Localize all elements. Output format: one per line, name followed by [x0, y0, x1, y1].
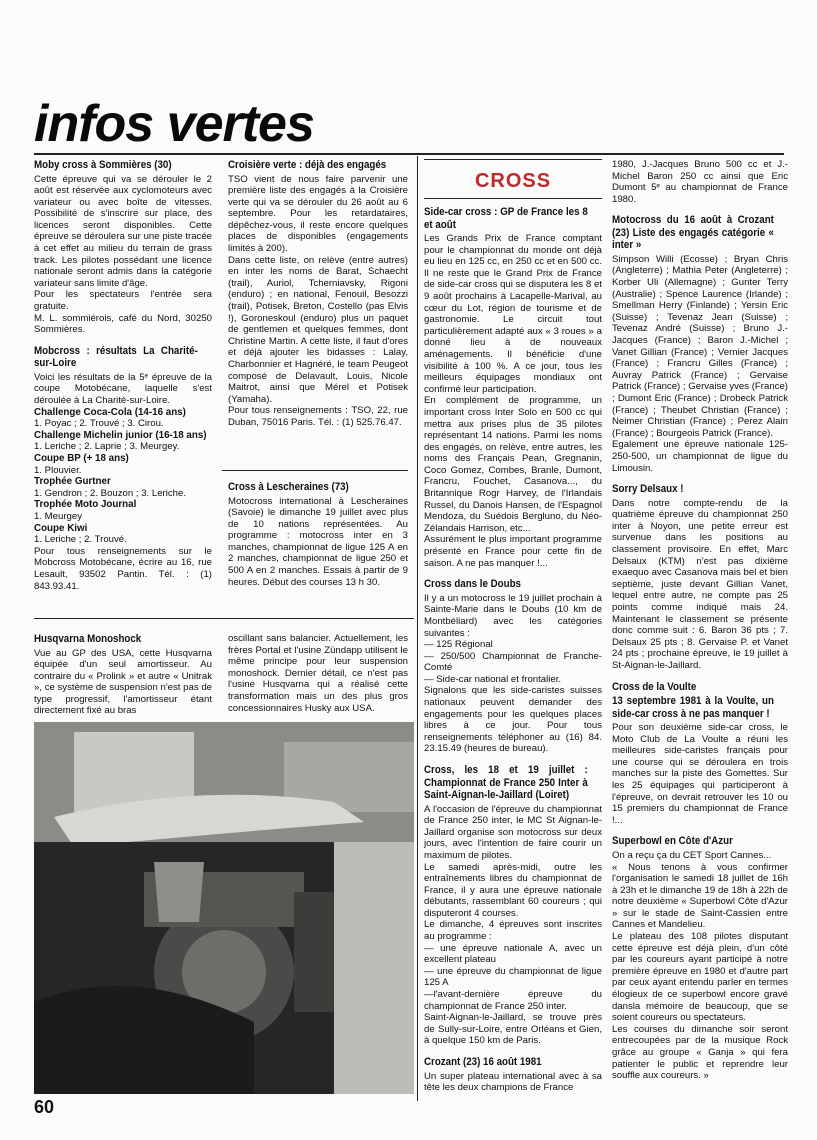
article-heading: Motocross du 16 août à Crozant (23) Liste des engagés catégorie « inter »: [612, 214, 774, 252]
category-heading: Challenge Coca-Cola (14-16 ans): [34, 406, 186, 418]
column-divider: [417, 156, 418, 1101]
article-text: Simpson Willi (Ecosse) ; Bryan Chris (Angleterre) ; Mathia Peter (Angleterre) ; Korber Uli (Allemagne) ; Gunter Terry (Australie) ; Spence Laurence (Irlande) ; Smellman Herry (Finlande) ; Yersin Eric (Suisse) ; Tevenaz Jean (Suisse) ; Tevenaz André (Suisse) ; Bruno J.-Jacques (France) ; Baron J.-Michel ; Vanet Gillian (France) ; Vernier Jacques (France) ; Francru Gilles (France) ; Auvray Patrick (France) ; Gervaise Patrick (France) ; Gervaise yves (France) ; Dumont Eric (France) ; Drobeck Patrick (France) ; Theubet Christian (France) ; Neimer Christian (France) ; Perez Alain (France) ; Bourgeois Patrick (France).: [612, 253, 788, 439]
article-heading: Husqvarna Monoshock: [34, 633, 142, 645]
list-item: — une épreuve nationale A, avec un excellent plateau: [424, 942, 602, 966]
cross-section-label: CROSS: [474, 170, 552, 192]
article-heading: Moby cross à Sommières (30): [34, 159, 172, 171]
article-text: Vue au GP des USA, cette Husqvarna équipée d'un seul amortisseur. Au contraire du « Prolink » et autre « Unitrak », ce système de suspension n'est pas de type progressif, l'amortisseur étant directement fixé au bras: [34, 647, 212, 717]
article-heading: Superbowl en Côte d'Azur: [612, 835, 733, 848]
section-rule: [34, 618, 414, 619]
article-text: Cette épreuve qui va se dérouler le 2 août est réservée aux cyclomoteurs avec variateur ou avec boîte de vitesses. Possibilité de s'inscrire sur place, des licences seront disponibles. Cette épreuve se déroulera sur une piste tracée à cet effet au milieu du terrain de grass track. Les pilotes possédant une licence nationale seront admis dans la catégorie variateur sans limite d'âge.: [34, 173, 212, 289]
article-heading: Cross de la Voulte: [612, 680, 697, 693]
article-text: « Nous tenons à vous confirmer l'organisation le samedi 18 juillet de 16h à 23h et le dimanche 19 de 18h à 22h de notre deuxième « Superbowl Côte d'Azur » sur le stade de Saint-Cassien entre Cannes et Mandelieu.: [612, 861, 788, 931]
list-item: — 125 Régional: [424, 639, 493, 651]
cross-bottom-rule: [424, 198, 602, 199]
column-1: [34, 159, 212, 592]
article-heading: Cross, les 18 et 19 juillet : Championnat de France 250 Inter à Saint-Aignan-le-Jaillard (Loiret): [424, 764, 588, 802]
category-heading: Coupe BP (+ 18 ans): [34, 452, 129, 464]
cross-top-rule: [424, 159, 602, 160]
article-heading: Cross dans le Doubs: [424, 578, 521, 591]
title-rule: [34, 153, 784, 155]
list-item: — Side-car national et frontalier.: [424, 673, 562, 685]
article-text: M. L. sommiérois, café du Nord, 30250 Sommières.: [34, 312, 212, 336]
article-text: Les Grands Prix de France comptant pour le championnat du monde ont déjà eu lieu en 125 cc, en 250 cc et en 500 cc. Il ne reste que le Grand Prix de France de side-car cross qui se disputera les 8 et 9 août prochains à Lacapelle-Marival, au cœur du Lot, région de tourisme et de gastronomie. Le circuit tout particulièrement adapté aux « 3 roues » a donné lieu à de nouveaux aménagements. Il bénéficie d'une visibilité à 100 %. A ce jour, tous les meilleurs équipages mondiaux ont confirmé leur participation.: [424, 233, 602, 395]
article-text: Voici les résultats de la 5ᵉ épreuve de la coupe Motobécane, laquelle s'est déroulée à La Charité-sur-Loire.: [34, 371, 212, 406]
results-line: 1. Meurgey: [34, 510, 82, 522]
article-text: A l'occasion de l'épreuve du championnat de France 250 inter, le MC St Aignan-le-Jaillard organise son motocross sur deux jours, avec l'intention de faire courir un maximum de pilotes.: [424, 803, 602, 861]
category-heading: Challenge Michelin junior (16-18 ans): [34, 429, 207, 441]
article-text: oscillant sans balancier. Actuellement, les frères Portal et l'usine Zündapp utilisent le même principe pour leur suspension monoshock. Dernier détail, ce n'est pas l'usine Husqvarna qui a réalisé cette transformation mais un des plus gros concessionnaires Husky aux USA.: [228, 633, 408, 714]
results-line: 1. Poyac ; 2. Trouvé ; 3. Cirou.: [34, 418, 164, 430]
article-text: Motocross international à Lescheraines (Savoie) le dimanche 19 juillet avec plus de 10 nations représentées. Au programme : motocross inter en 3 manches, championnat de ligue 125 A en 2 manches, championnat de ligue 250 et 500 A en 2 manches. Essais à partir de 9 heures. Début des courses 13 h 30.: [228, 495, 408, 588]
article-text: Dans cette liste, on relève (entre autres) en inter les noms de Barat, Schaecht (trail), Auriol, Tcherniavsky, Rigoni (enduro) ; en national, Fenouil, Besozzi (trail), Potisek, Breton, Costello (pas Elvis !), Goroneskoul (enduro) plus un paquet de gentlemen et quelques femmes, dont Christine Martin. A cette liste, il faut d'ores et déjà ajouter les bidasses : Lalay, Charbonnier et Hagnéré, le team Peugeot composé de Delavault, Louis, Nicole Maitrot, ainsi que Mérel et Potisek (Yamaha).: [228, 254, 408, 405]
article-heading: Croisière verte : déjà des engagés: [228, 159, 387, 171]
section-rule: [222, 470, 408, 471]
article-text: Pour tous renseignements sur le Mobcross Motobécane, écrire au 16, rue Lesault, 93502 Pantin. Tél. : (1) 843.93.41.: [34, 545, 212, 592]
article-text: En complément de programme, un important cross Inter Solo en 500 cc qui mettra aux prises plus de 35 pilotes représentant 14 nations. Parmi les noms des engagés, on relève, entre autres, les noms des Français Pean, Gregnanin, Coco Gomez, Combes, Branle, Dumont, Francru, Fouchet, Casanova..., du Britannique Rogr Harvey, de l'Irlandais Russel, du Danois Hansen, de l'Espagnol Mendoza, du Suédois Bergluno, du Néo-Zélandais Harrison, etc...: [424, 395, 602, 534]
category-heading: Trophée Moto Journal: [34, 499, 137, 511]
results-line: 1. Leriche ; 2. Laprie ; 3. Meurgey.: [34, 441, 180, 453]
column-2: [228, 159, 408, 429]
article-text: On a reçu ça du CET Sport Cannes...: [612, 849, 772, 861]
article-text: TSO vient de nous faire parvenir une première liste des engagés à la Croisière verte qui va se dérouler du 26 août au 6 septembre. Pour les retardataires, dépêchez-vous, il reste encore quelques places de disponibles (engagements limités à 200).: [228, 173, 408, 255]
page-title: infos vertes: [34, 95, 314, 153]
article-text: Pour tous renseignements : TSO, 22, rue Duban, 75016 Paris. Tél. : (1) 525.76.47.: [228, 405, 408, 428]
husqvarna-continued: [228, 633, 408, 714]
article-heading: Crozant (23) 16 août 1981: [424, 1056, 542, 1068]
results-line: 1. Leriche ; 2. Trouvé.: [34, 534, 127, 546]
article-text: Dans notre compte-rendu de la quatrième épreuve du championnat 250 inter à Noyon, une petite erreur est survenue dans les positions au classement provisoire. En effet, Marc Delsaux (KTM) n'est pas dixième exaequo avec Casanova mais bel et bien septième, juste devant Gillian Vanet, lequel entre autre, ne compte pas 25 points comme indiqué mais 24. Maintenant le classement se présente donc comme suit : 6. Baron 36 pts ; 7. Delsaux 25 pts ; 8. Gervaise P. et Vanet 24 pts ; prochaine épreuve, le 19 juillet à St-Aignan-le-Jaillard.: [612, 497, 788, 671]
article-text: Un super plateau international avec à sa tête les deux champions de France: [424, 1070, 602, 1094]
article-text: Le plateau des 108 pilotes disputant cette épreuve est déjà plein, d'un côté par les coureurs ayant participé à notre première épreuve en 1980 et d'autre part par ceux ayant entendu parler en termes élogieux de ce superbowl encore gravé dansla mémoire de beaucoup, que se soient coureurs ou spectateurs.: [612, 931, 788, 1024]
article-text: Egalement une épreuve nationale 125-250-500, un championnat de ligue du Limousin.: [612, 439, 788, 474]
list-item: — une épreuve du championnat de ligue 125 A: [424, 965, 602, 989]
article-text: Pour les spectateurs l'entrée sera gratuite.: [34, 289, 212, 313]
article-text: 1980, J.-Jacques Bruno 500 cc et J.-Michel Baron 250 cc ainsi que Eric Dumont 5ᵉ au championnat de France 1980.: [612, 159, 788, 205]
article-heading: Mobcross : résultats La Charité-sur-Loire: [34, 344, 198, 370]
husqvarna-article: [34, 633, 212, 717]
column-4: [612, 159, 788, 1082]
category-heading: Trophée Gurtner: [34, 476, 111, 488]
article-heading: Cross à Lescheraines (73): [228, 481, 349, 493]
article-subheading: 13 septembre 1981 à la Voulte, un side-car cross à ne pas manquer !: [612, 695, 774, 720]
article-text: Pour son deuxième side-car cross, le Moto Club de La Voulte a réuni les meilleures side-caristes français pour une course qui se déroulera en trois manches sur la piste des Gomettes. Sur les 25 équipages qui participeront à l'épreuve, on devrait retrouver les 10 ou 15 premiers du championnat de France !...: [612, 722, 788, 826]
article-text: Saint-Aignan-le-Jaillard, se trouve près de Sully-sur-Loire, entre Orléans et Gien, à quelque 150 km de Paris.: [424, 1012, 602, 1047]
column-3: [424, 206, 602, 1094]
motorcycle-photo: [34, 722, 414, 1094]
article-text: Signalons que les side-caristes suisses nationaux peuvent demander des engagements pour les quelques places libres à ce jour. Pour tous renseignements téléphoner au (16) 84. 23.15.49 (heures de bureau).: [424, 685, 602, 755]
article-text: Il y a un motocross le 19 juillet prochain à Sainte-Marie dans le Doubs (10 km de Montbéliard) avec les catégories suivantes :: [424, 592, 602, 639]
results-line: 1. Gendron ; 2. Bouzon ; 3. Leriche.: [34, 487, 186, 499]
list-item: — 250/500 Championnat de Franche-Comté: [424, 650, 602, 674]
article-heading: Sorry Delsaux !: [612, 483, 684, 496]
article-text: Le dimanche, 4 épreuves sont inscrites au programme :: [424, 919, 602, 943]
results-line: 1. Plouvier.: [34, 464, 82, 476]
article-heading: Side-car cross : GP de France les 8 et août: [424, 206, 588, 231]
article-text: Le samedi après-midi, outre les entraînements libres du championnat de France, il y aura une épreuve nationale débutants, rassemblant 60 coureurs ; qui disputeront 4 courses.: [424, 861, 602, 919]
lescheraines-article: [228, 481, 408, 588]
category-heading: Coupe Kiwi: [34, 522, 88, 534]
list-item: —l'avant-dernière épreuve du championnat de France 250 inter.: [424, 989, 602, 1012]
article-text: Les courses du dimanche soir seront entrecoupées par de la musique Rock grâce au groupe « Ganja » qui fera patienter le public et reprendre leur souffle aux coureurs. »: [612, 1023, 788, 1082]
article-text: Assurément le plus important programme présenté en France pour cette fin de saison. A ne pas manquer !...: [424, 534, 602, 569]
page-number: 60: [34, 1097, 55, 1117]
motorcycle-photo-illustration: [34, 722, 414, 1094]
